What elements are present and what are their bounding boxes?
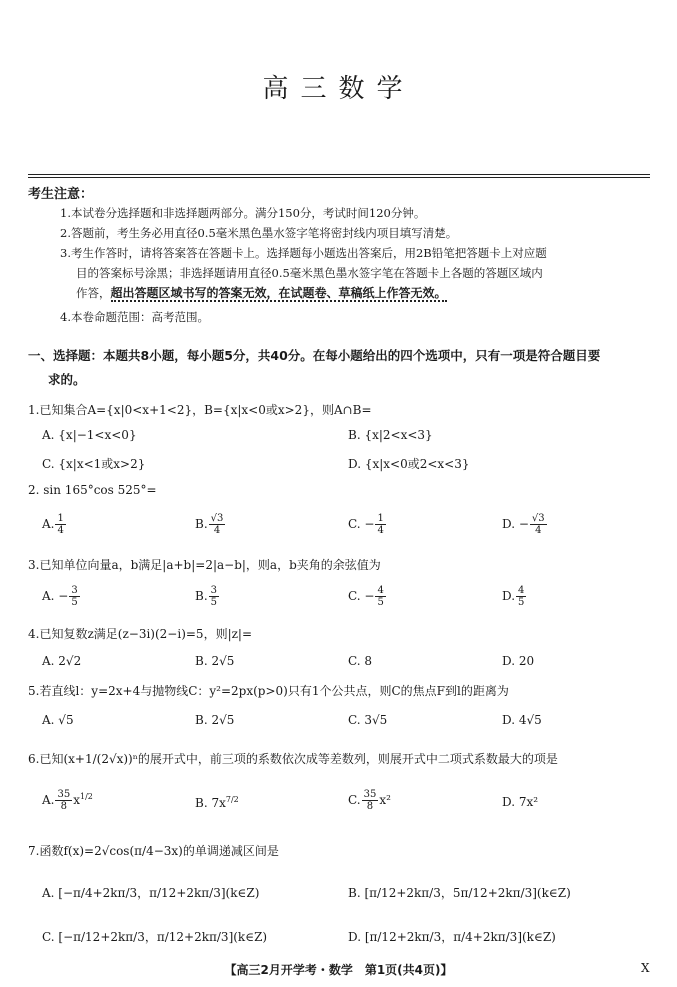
option-a[interactable]: A. 2√2 <box>42 654 82 668</box>
option-b[interactable] <box>195 585 220 608</box>
divider <box>28 174 650 175</box>
option-d[interactable]: D. [π/12+2kπ/3，π/4+2kπ/3](k∈Z) <box>348 930 556 944</box>
question-stem: 7.函数f(x)=2√cos(π/4−3x)的单调递减区间是 <box>28 844 279 858</box>
question-stem: 6.已知(x+1/(2√x))ⁿ的展开式中，前三项的系数依次成等差数列，则展开式中二项式系数最大的项是 <box>28 752 558 766</box>
option-a[interactable] <box>42 585 81 608</box>
option-label: B. <box>195 589 208 603</box>
option-c[interactable]: C. 3√5 <box>348 713 388 727</box>
fraction <box>375 513 385 536</box>
option-label: C. <box>348 793 361 807</box>
numerator: 3 <box>210 585 218 596</box>
question-stem: 2. sin 165°cos 525°= <box>28 483 157 497</box>
option-label: A. <box>42 793 55 807</box>
notice-item: 4.本卷命题范围：高考范围。 <box>60 310 209 324</box>
option-a[interactable]: A. {x|−1<x<0} <box>42 428 137 442</box>
denominator: 5 <box>210 597 218 608</box>
denominator: 5 <box>71 597 78 608</box>
option-a[interactable] <box>42 513 67 536</box>
notice-item: 目的答案标号涂黑；非选择题请用直径0.5毫米黑色墨水签字笔在答题卡上各题的答题区域内 <box>76 266 543 280</box>
denominator: 5 <box>518 597 525 608</box>
fraction <box>375 585 385 608</box>
option-b[interactable]: B. {x|2<x<3} <box>348 428 433 442</box>
notice-item: 2.答题前，考生务必用直径0.5毫米黑色墨水签字笔将密封线内项目填写清楚。 <box>60 226 458 240</box>
fraction <box>362 789 379 812</box>
option-a[interactable]: A. [−π/4+2kπ/3，π/12+2kπ/3](k∈Z) <box>42 886 260 900</box>
option-c[interactable]: C. {x|x<1或x>2} <box>42 457 146 471</box>
denominator: 8 <box>366 801 374 812</box>
option-c[interactable] <box>348 585 387 608</box>
numerator: 3 <box>71 585 78 596</box>
question-stem: 3.已知单位向量a，b满足|a+b|=2|a−b|，则a，b夹角的余弦值为 <box>28 558 381 572</box>
option-a[interactable] <box>42 789 93 812</box>
option-d[interactable]: D. {x|x<0或2<x<3} <box>348 457 470 471</box>
option-c[interactable]: C. 8 <box>348 654 373 668</box>
section-line: 求的。 <box>48 372 86 387</box>
notice-emphasis: 超出答题区域书写的答案无效，在试题卷、草稿纸上作答无效。 <box>110 286 447 300</box>
exponent: 1/2 <box>80 792 93 801</box>
fraction <box>530 513 547 536</box>
option-d[interactable]: D. 7x² <box>502 795 539 809</box>
numerator: √3 <box>531 513 545 524</box>
fraction <box>69 585 79 608</box>
notice-item: 1.本试卷分选择题和非选择题两部分。满分150分，考试时间120分钟。 <box>60 206 426 220</box>
footer-mark: X <box>641 961 650 975</box>
option-label: B. 7x <box>195 796 226 810</box>
denominator: 8 <box>60 801 68 812</box>
option-c[interactable] <box>348 789 391 812</box>
notice-item: 3.考生作答时，请将答案答在答题卡上。选择题每小题选出答案后，用2B铅笔把答题卡上对应题 <box>60 246 547 260</box>
option-label: D. − <box>502 517 529 531</box>
denominator: 5 <box>377 597 384 608</box>
denominator: 4 <box>57 525 64 536</box>
question-stem: 4.已知复数z满足(z−3i)(2−i)=5，则|z|= <box>28 627 253 641</box>
numerator: 1 <box>57 513 64 524</box>
notice-item <box>76 283 668 303</box>
divider <box>28 177 650 178</box>
notice-item-text: 作答， <box>76 286 111 300</box>
option-label: B. <box>195 517 208 531</box>
option-label: A. − <box>42 589 69 603</box>
option-label: C. − <box>348 589 375 603</box>
fraction <box>209 585 219 608</box>
variable: x² <box>379 793 391 807</box>
variable: x <box>73 793 80 807</box>
numerator: √3 <box>210 513 224 524</box>
option-b[interactable]: B. 2√5 <box>195 713 235 727</box>
option-d[interactable]: D. 4√5 <box>502 713 542 727</box>
page-footer: 【高三2月开学考・数学 第1页(共4页)】 <box>224 963 453 977</box>
fraction <box>55 789 72 812</box>
fraction <box>55 513 65 536</box>
numerator: 4 <box>518 585 525 596</box>
denominator: 4 <box>535 525 542 536</box>
option-d[interactable]: D. 20 <box>502 654 535 668</box>
option-a[interactable]: A. √5 <box>42 713 74 727</box>
option-b[interactable]: B. 2√5 <box>195 654 235 668</box>
section-heading <box>28 344 656 392</box>
option-c[interactable] <box>348 513 387 536</box>
fraction <box>209 513 226 536</box>
question-stem: 5.若直线l：y=2x+4与抛物线C：y²=2px(p>0)只有1个公共点，则C的焦点F到l的距离为 <box>28 684 509 698</box>
option-label: D. <box>502 589 516 603</box>
numerator: 1 <box>377 513 384 524</box>
option-b[interactable] <box>195 795 239 810</box>
exponent: 7/2 <box>225 795 239 804</box>
option-label: C. − <box>348 517 375 531</box>
option-b[interactable] <box>195 513 226 536</box>
option-d[interactable] <box>502 513 548 536</box>
option-b[interactable]: B. [π/12+2kπ/3，5π/12+2kπ/3](k∈Z) <box>348 886 571 900</box>
page-title: 高三数学 <box>262 74 415 104</box>
notice-heading: 考生注意： <box>28 187 94 202</box>
denominator: 4 <box>213 525 221 536</box>
numerator: 35 <box>57 789 71 800</box>
option-c[interactable]: C. [−π/12+2kπ/3，π/12+2kπ/3](k∈Z) <box>42 930 268 944</box>
section-line: 一、选择题：本题共8小题，每小题5分，共40分。在每小题给出的四个选项中，只有一项是符合题目要 <box>28 348 601 363</box>
denominator: 4 <box>377 525 384 536</box>
option-label: A. <box>42 517 55 531</box>
numerator: 4 <box>377 585 384 596</box>
numerator: 35 <box>363 789 377 800</box>
option-d[interactable] <box>502 585 527 608</box>
question-stem: 1.已知集合A={x|0<x+1<2}，B={x|x<0或x>2}，则A∩B= <box>28 403 372 417</box>
fraction <box>516 585 526 608</box>
